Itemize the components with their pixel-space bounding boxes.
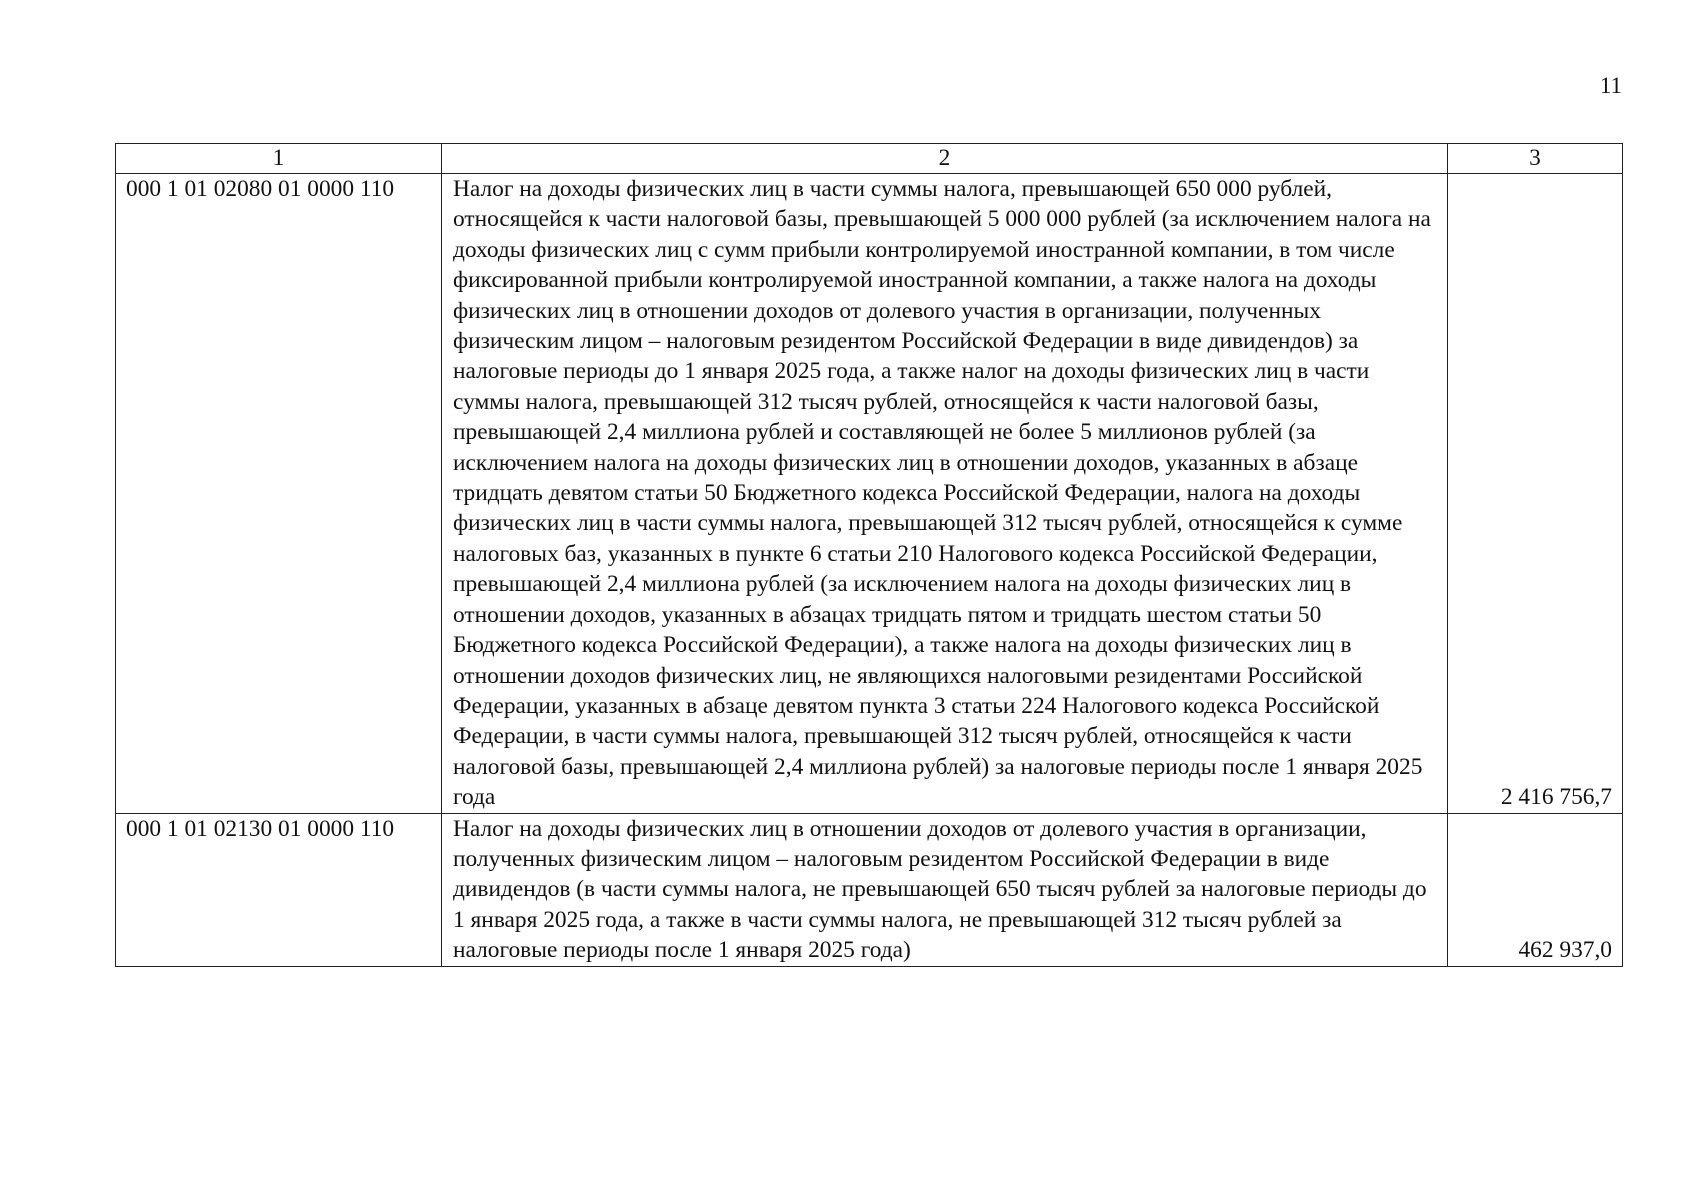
budget-classification-code: 000 1 01 02080 01 0000 110 [116,174,442,814]
budget-classification-code: 000 1 01 02130 01 0000 110 [116,813,442,966]
budget-revenue-table [115,143,1623,967]
column-header-amount: 3 [1448,144,1623,174]
revenue-amount: 2 416 756,7 [1448,174,1623,814]
table-body [116,174,1623,967]
column-header-code: 1 [116,144,442,174]
column-header-description: 2 [442,144,1448,174]
revenue-description: Налог на доходы физических лиц в части суммы налога, превышающей 650 000 рублей, относящейся к части налоговой базы, превышающей 5 000 000 рублей (за исключением налога на доходы физических лиц с сумм прибыли контролируемой иностранной компании, в том числе фиксированной прибыли контролируемой иностранной компании, а также налога на доходы физических лиц в отношении доходов от долевого участия в организации, полученных физическим лицом – налоговым резидентом Российской Федерации в виде дивидендов) за налоговые периоды до 1 января 2025 года, а также налог на доходы физических лиц в части суммы налога, превышающей 312 тысяч рублей, относящейся к части налоговой базы, превышающей 2,4 миллиона рублей и составляющей не более 5 миллионов рублей (за исключением налога на доходы физических лиц в отношении доходов, указанных в абзаце тридцать девятом статьи 50 Бюджетного кодекса Российской Федерации, налога на доходы физических лиц в части суммы налога, превышающей 312 тысяч рублей, относящейся к сумме налоговых баз, указанных в пункте 6 статьи 210 Налогового кодекса Российской Федерации, превышающей 2,4 миллиона рублей (за исключением налога на доходы физических лиц в отношении доходов, указанных в абзацах тридцать пятом и тридцать шестом статьи 50 Бюджетного кодекса Российской Федерации), а также налога на доходы физических лиц в отношении доходов физических лиц, не являющихся налоговыми резидентами Российской Федерации, указанных в абзаце девятом пункта 3 статьи 224 Налогового кодекса Российской Федерации, в части суммы налога, превышающей 312 тысяч рублей, относящейся к части налоговой базы, превышающей 2,4 миллиона рублей) за налоговые периоды после 1 января 2025 года [442,174,1448,814]
header-row [116,144,1623,174]
table-row [116,813,1623,966]
revenue-description: Налог на доходы физических лиц в отношении доходов от долевого участия в организации, полученных физическим лицом – налоговым резидентом Российской Федерации в виде дивидендов (в части суммы налога, не превышающей 650 тысяч рублей за налоговые периоды до 1 января 2025 года, а также в части суммы налога, не превышающей 312 тысяч рублей за налоговые периоды после 1 января 2025 года) [442,813,1448,966]
table-header [116,144,1623,174]
page-number: 11 [1599,73,1622,98]
table-row [116,174,1623,814]
revenue-amount: 462 937,0 [1448,813,1623,966]
